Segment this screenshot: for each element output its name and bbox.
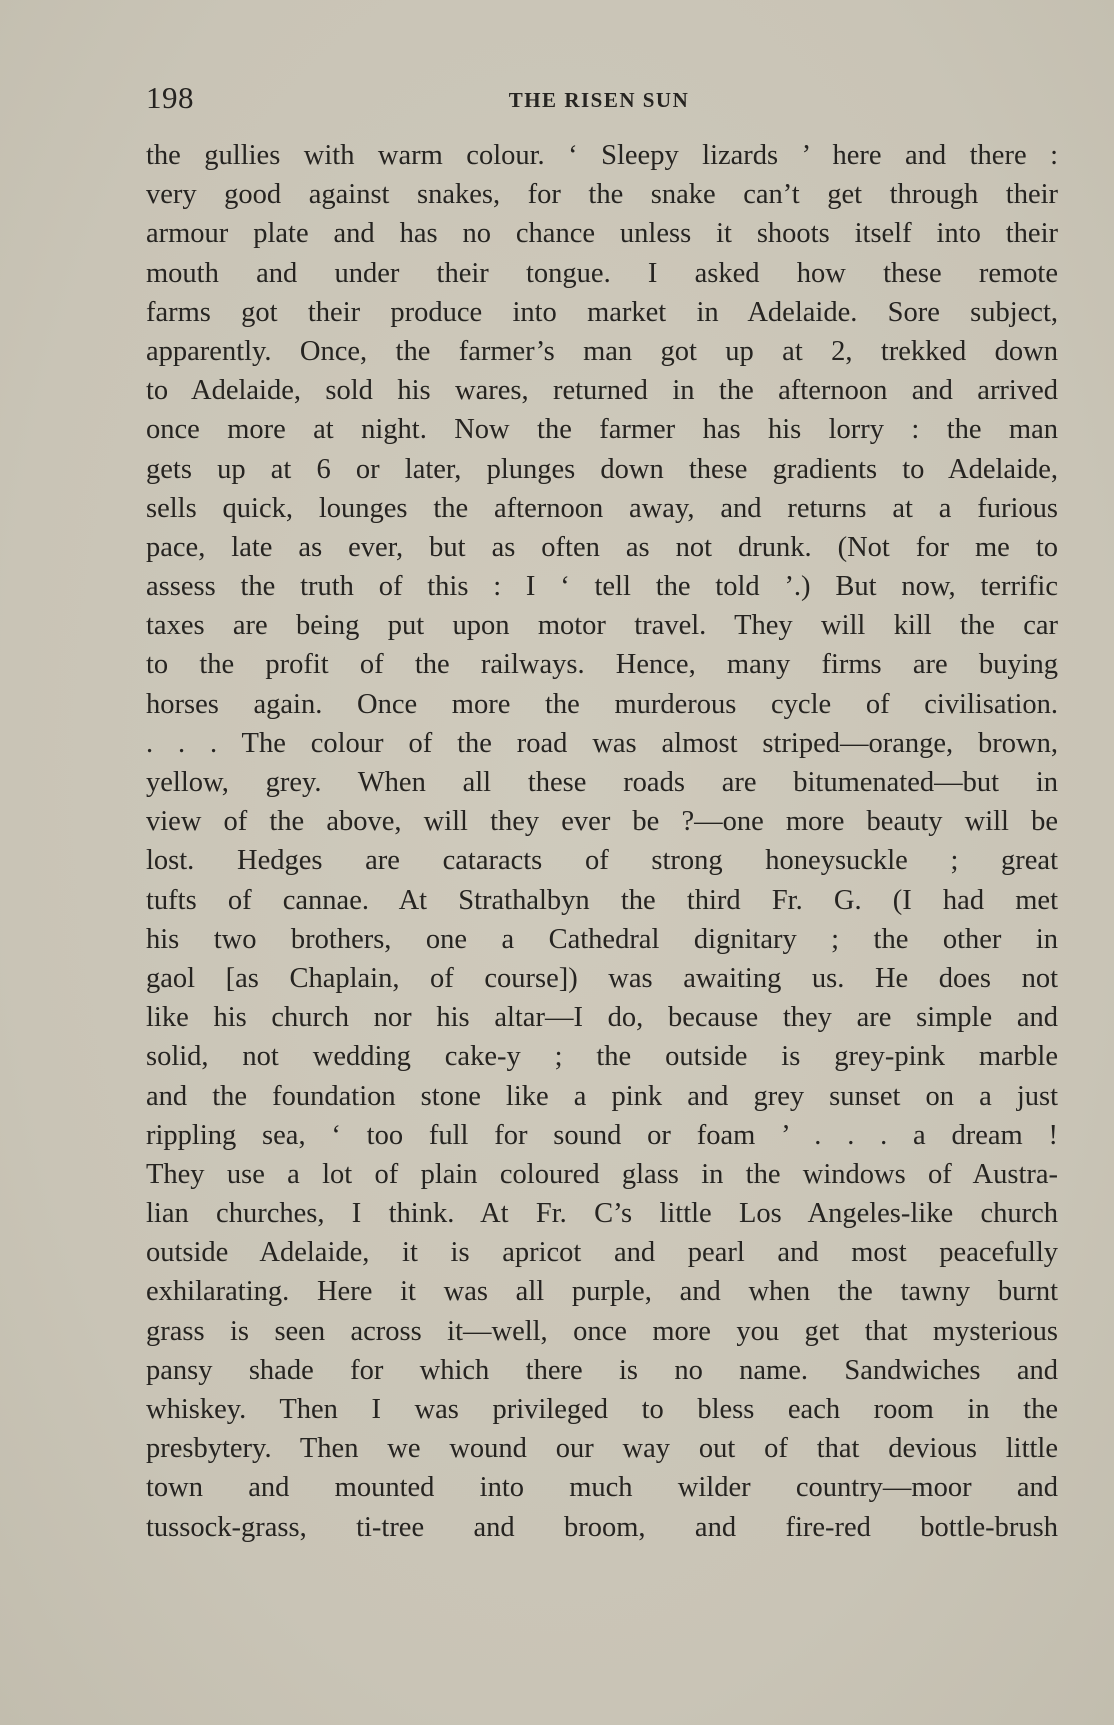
page-number: 198 [146, 80, 194, 115]
text-line: sells quick, lounges the afternoon away, and returns at a furious [146, 492, 1058, 524]
page-header [146, 78, 1052, 118]
text-line: rippling sea, ‘ too full for sound or foam ’ . . . a dream ! [146, 1119, 1058, 1151]
text-line: once more at night. Now the farmer has his lorry : the man [146, 414, 1058, 446]
text-line: outside Adelaide, it is apricot and pearl and most peacefully [146, 1237, 1058, 1269]
text-line: mouth and under their tongue. I asked how these remote [146, 257, 1058, 289]
text-line: lost. Hedges are cataracts of strong honeysuckle ; great [146, 845, 1058, 877]
text-line: lian churches, I think. At Fr. C’s little Los Angeles-like church [146, 1198, 1058, 1230]
text-line: apparently. Once, the farmer’s man got up at 2, trekked down [146, 335, 1058, 367]
text-line: assess the truth of this : I ‘ tell the told ’.) But now, terrific [146, 571, 1058, 603]
body-text [146, 136, 1058, 1547]
text-line: whiskey. Then I was privileged to bless each room in the [146, 1394, 1058, 1425]
text-line: . . . The colour of the road was almost striped—orange, brown, [146, 727, 1058, 759]
text-line: gaol [as Chaplain, of course]) was awaiting us. He does not [146, 962, 1058, 994]
text-line: taxes are being put upon motor travel. They will kill the car [146, 610, 1058, 642]
text-line: armour plate and has no chance unless it shoots itself into their [146, 218, 1058, 250]
text-line: They use a lot of plain coloured glass in the windows of Austra- [146, 1158, 1058, 1190]
text-line: like his church nor his altar—I do, because they are simple and [146, 1002, 1058, 1034]
running-head: THE RISEN SUN [508, 88, 690, 112]
text-line: pace, late as ever, but as often as not drunk. (Not for me to [146, 531, 1058, 563]
text-line: horses again. Once more the murderous cycle of civilisation. [146, 688, 1058, 720]
text-line: pansy shade for which there is no name. Sandwiches and [146, 1354, 1058, 1386]
text-line: solid, not wedding cake-y ; the outside is grey-pink marble [146, 1041, 1058, 1073]
text-line: tufts of cannae. At Strathalbyn the third Fr. G. (I had met [146, 884, 1058, 916]
text-line: to the profit of the railways. Hence, many firms are buying [146, 649, 1058, 681]
text-line: farms got their produce into market in Adelaide. Sore subject, [146, 296, 1058, 328]
text-line: gets up at 6 or later, plunges down these gradients to Adelaide, [146, 453, 1058, 485]
text-line: his two brothers, one a Cathedral dignitary ; the other in [146, 923, 1058, 955]
text-line: presbytery. Then we wound our way out of that devious little [146, 1433, 1058, 1465]
text-line: and the foundation stone like a pink and grey sunset on a just [146, 1080, 1058, 1112]
text-line: tussock-grass, ti-tree and broom, and fire-red bottle-brush [146, 1511, 1058, 1543]
text-line: the gullies with warm colour. ‘ Sleepy lizards ’ here and there : [146, 140, 1058, 171]
text-line: grass is seen across it—well, once more you get that mysterious [146, 1315, 1058, 1347]
text-line: exhilarating. Here it was all purple, and when the tawny burnt [146, 1276, 1058, 1308]
text-line: to Adelaide, sold his wares, returned in the afternoon and arrived [146, 375, 1058, 407]
text-line: yellow, grey. When all these roads are bitumenated—but in [146, 767, 1058, 798]
text-line: town and mounted into much wilder country—moor and [146, 1472, 1058, 1504]
text-line: very good against snakes, for the snake can’t get through their [146, 179, 1058, 211]
text-line: view of the above, will they ever be ?—one more beauty will be [146, 806, 1058, 838]
